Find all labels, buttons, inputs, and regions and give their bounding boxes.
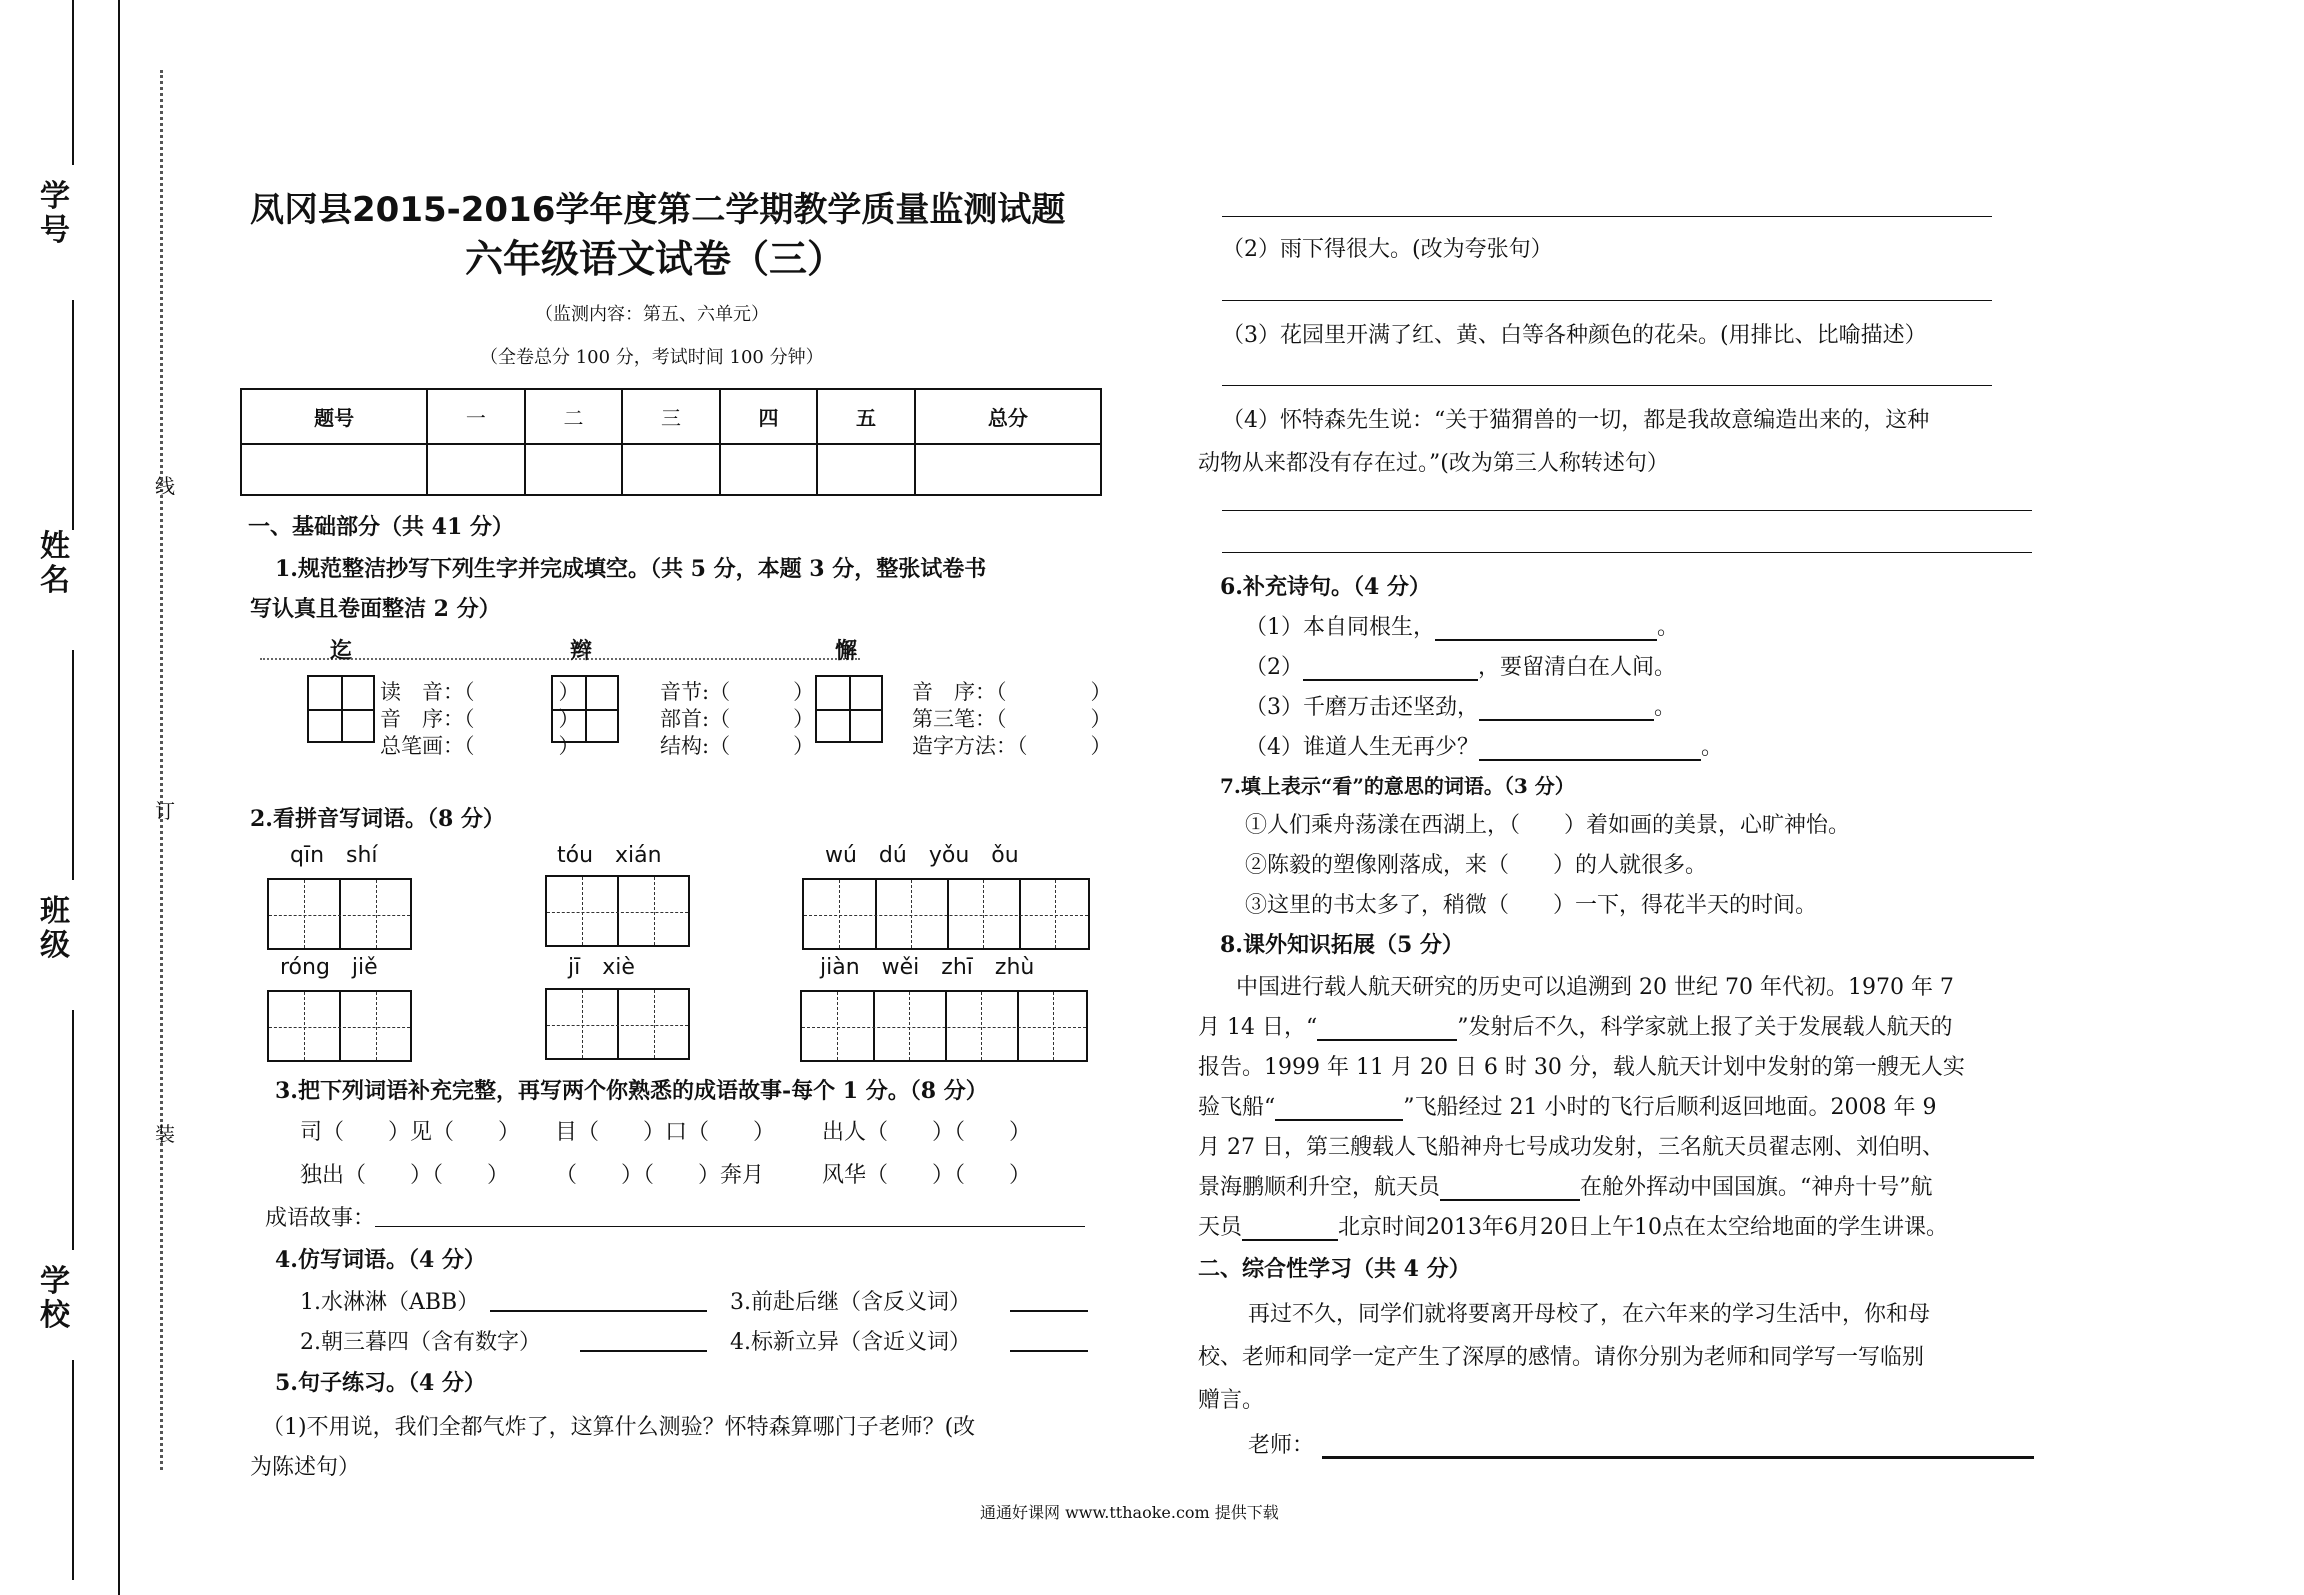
score-header: 五 (817, 389, 915, 444)
answer-line[interactable] (490, 1310, 707, 1312)
field: 音 序：（ ） (912, 680, 1112, 704)
look-blank-1: ①人们乘舟荡漾在西湖上，（ ）着如画的美景，心旷神怡。 (1245, 813, 1851, 838)
pinyin-1: qīn shí (290, 843, 378, 868)
q7-title: 7.填上表示“看”的意思的词语。（3 分） (1220, 774, 1575, 798)
imitate-item: 4.标新立异（含近义词） (730, 1330, 971, 1355)
idiom-blank: 风华（ ）（ ） (822, 1163, 1032, 1188)
pinyin-2: tóu xián (557, 843, 662, 868)
label-student-id: 学号 (40, 179, 70, 248)
binding-ding: 订 (155, 799, 175, 823)
poem-1: （1）本自同根生， 。 (1245, 615, 1680, 640)
pinyin-grid[interactable] (267, 990, 412, 1062)
char-3: 懈 (835, 638, 858, 664)
score-header: 三 (622, 389, 720, 444)
binding-xian: 线 (155, 474, 175, 498)
pinyin-4: róng jiě (280, 955, 378, 980)
answer-line[interactable] (1222, 216, 1992, 217)
field: 音节:（ ） (660, 680, 815, 704)
section1-title: 一、基础部分（共 41 分） (248, 514, 514, 540)
copy-grid[interactable] (307, 675, 375, 743)
idiom-blank: （ ）（ ）奔月 (555, 1163, 765, 1188)
answer-line[interactable] (375, 1226, 1085, 1227)
score-header: 题号 (241, 389, 427, 444)
field: 总笔画：（ ） (380, 734, 580, 758)
answer-line[interactable] (1222, 300, 1992, 301)
score-cell[interactable] (622, 444, 720, 495)
poem-4: （4）谁道人生无再少？ 。 (1245, 735, 1724, 760)
char-2: 辫 (570, 638, 593, 664)
score-header: 四 (720, 389, 818, 444)
q4-title: 4.仿写词语。（4 分） (275, 1247, 486, 1273)
teacher-label: 老师： (1248, 1433, 1315, 1458)
blank-line (72, 300, 74, 530)
page-title: 凤冈县2015-2016学年度第二学期教学质量监测试题 (250, 190, 1066, 230)
margin-border (118, 0, 120, 1595)
q5-title: 5.句子练习。（4 分） (275, 1370, 486, 1396)
idiom-blank: 目（ ）口（ ） (555, 1120, 776, 1145)
pinyin-grid[interactable] (545, 875, 690, 947)
q8-line: 月 27 日，第三艘载人飞船神舟七号成功发射，三名航天员翟志刚、刘伯明、 (1198, 1135, 1944, 1160)
poem-2: （2） ，要留清白在人间。 (1245, 655, 1677, 680)
field: 音 序：（ ） (380, 707, 580, 731)
pinyin-grid[interactable] (545, 988, 690, 1060)
section2-line: 校、老师和同学一定产生了深厚的感情。请你分别为老师和同学写一写临别 (1198, 1345, 1925, 1370)
score-cell[interactable] (525, 444, 623, 495)
answer-line[interactable] (1222, 385, 1992, 386)
pinyin-grid[interactable] (267, 878, 412, 950)
q1-title: 1.规范整洁抄写下列生字并完成填空。（共 5 分，本题 3 分，整张试卷书 (275, 556, 987, 582)
q8-line: 中国进行载人航天研究的历史可以追溯到 20 世纪 70 年代初。1970 年 7 (1236, 975, 1954, 1000)
imitate-item: 2.朝三暮四（含有数字） (300, 1330, 541, 1355)
field: 部首:（ ） (660, 707, 815, 731)
pinyin-3: wú dú yǒu ǒu (825, 843, 1019, 868)
imitate-item: 1.水淋淋（ABB） (300, 1290, 480, 1315)
answer-line[interactable] (1222, 510, 2032, 511)
pinyin-grid[interactable] (802, 878, 1090, 950)
q8-line: 验飞船“ ”飞船经过 21 小时的飞行后顺利返回地面。2008 年 9 (1198, 1095, 1937, 1120)
answer-line[interactable] (580, 1350, 707, 1352)
scope-note: （监测内容：第五、六单元） (535, 304, 769, 325)
section2-title: 二、综合性学习（共 4 分） (1198, 1256, 1471, 1282)
blank-line (72, 1010, 74, 1250)
q8-line: 月 14 日，“ ”发射后不久，科学家就上报了关于发展载人航天的 (1198, 1015, 1953, 1040)
look-blank-3: ③这里的书太多了，稍微（ ）一下，得花半天的时间。 (1245, 893, 1818, 918)
score-cell[interactable] (241, 444, 427, 495)
section2-line: 赠言。 (1198, 1388, 1265, 1413)
pinyin-6: jiàn wěi zhī zhù (820, 955, 1035, 980)
sentence-2: （2）雨下得很大。(改为夸张句） (1222, 237, 1553, 262)
sentence-1-cont: 为陈述句） (250, 1455, 361, 1480)
field: 造字方法：（ ） (912, 734, 1112, 758)
score-cell[interactable] (427, 444, 525, 495)
blank-line (72, 650, 74, 880)
imitate-item: 3.前赴后继（含反义词） (730, 1290, 971, 1315)
sentence-3: （3）花园里开满了红、黄、白等各种颜色的花朵。(用排比、比喻描述） (1222, 323, 1927, 348)
sentence-4-cont: 动物从来都没有存在过。”(改为第三人称转述句） (1198, 451, 1669, 476)
score-cell[interactable] (915, 444, 1101, 495)
answer-line[interactable] (1010, 1350, 1088, 1352)
blank-line (72, 0, 74, 165)
idiom-blank: 司（ ）见（ ） (300, 1120, 521, 1145)
field: 结构:（ ） (660, 734, 815, 758)
score-header: 二 (525, 389, 623, 444)
binding-zhuang: 装 (155, 1122, 175, 1146)
cut-line (160, 70, 163, 1470)
idiom-blank: 出人（ ）（ ） (822, 1120, 1032, 1145)
q6-title: 6.补充诗句。（4 分） (1220, 574, 1431, 600)
section2-line: 再过不久，同学们就将要离开母校了，在六年来的学习生活中，你和母 (1248, 1302, 1931, 1327)
score-cell[interactable] (817, 444, 915, 495)
copy-grid[interactable] (815, 675, 883, 743)
q2-title: 2.看拼音写词语。（8 分） (250, 806, 505, 832)
blank-line (72, 1360, 74, 1580)
idiom-story-label: 成语故事： (265, 1206, 376, 1231)
q8-line: 景海鹏顺利升空，航天员 在舱外挥动中国国旗。“神舟十号”航 (1198, 1175, 1933, 1200)
score-header: 总分 (915, 389, 1101, 444)
label-school: 学校 (40, 1264, 70, 1333)
field: 读 音：（ ） (380, 680, 580, 704)
pinyin-5: jī xiè (568, 955, 635, 980)
label-name: 姓名 (40, 529, 70, 598)
q1-title-cont: 写认真且卷面整洁 2 分） (250, 596, 501, 622)
poem-3: （3）千磨万击还坚劲， 。 (1245, 695, 1677, 720)
time-note: （全卷总分 100 分，考试时间 100 分钟） (480, 347, 824, 368)
pinyin-grid[interactable] (800, 990, 1088, 1062)
char-1: 迄 (330, 638, 353, 664)
q8-line: 报告。1999 年 11 月 20 日 6 时 30 分，载人航天计划中发射的第一艘无人实 (1198, 1055, 1965, 1080)
score-cell[interactable] (720, 444, 818, 495)
q8-line: 天员 北京时间2013年6月20日上午10点在太空给地面的学生讲课。 (1198, 1215, 1948, 1240)
label-class: 班级 (40, 894, 70, 963)
footer-credit: 通通好课网 www.tthaoke.com 提供下载 (980, 1503, 1279, 1522)
score-header: 一 (427, 389, 525, 444)
q8-title: 8.课外知识拓展（5 分） (1220, 932, 1464, 958)
teacher-answer-line[interactable] (1322, 1456, 2034, 1459)
answer-line[interactable] (1222, 552, 2032, 553)
score-table (240, 388, 1102, 496)
page-subtitle: 六年级语文试卷（三） (465, 237, 846, 281)
answer-line[interactable] (1010, 1310, 1088, 1312)
sentence-1: （1)不用说，我们全都气炸了，这算什么测验？怀特森算哪门子老师？(改 (262, 1415, 976, 1440)
field: 第三笔：（ ） (912, 707, 1112, 731)
idiom-blank: 独出（ ）（ ） (300, 1163, 510, 1188)
look-blank-2: ②陈毅的塑像刚落成，来（ ）的人就很多。 (1245, 853, 1708, 878)
sentence-4: （4）怀特森先生说：“关于猫猬兽的一切，都是我故意编造出来的，这种 (1222, 408, 1930, 433)
q3-title: 3.把下列词语补充完整，再写两个你熟悉的成语故事-每个 1 分。（8 分） (275, 1078, 988, 1104)
